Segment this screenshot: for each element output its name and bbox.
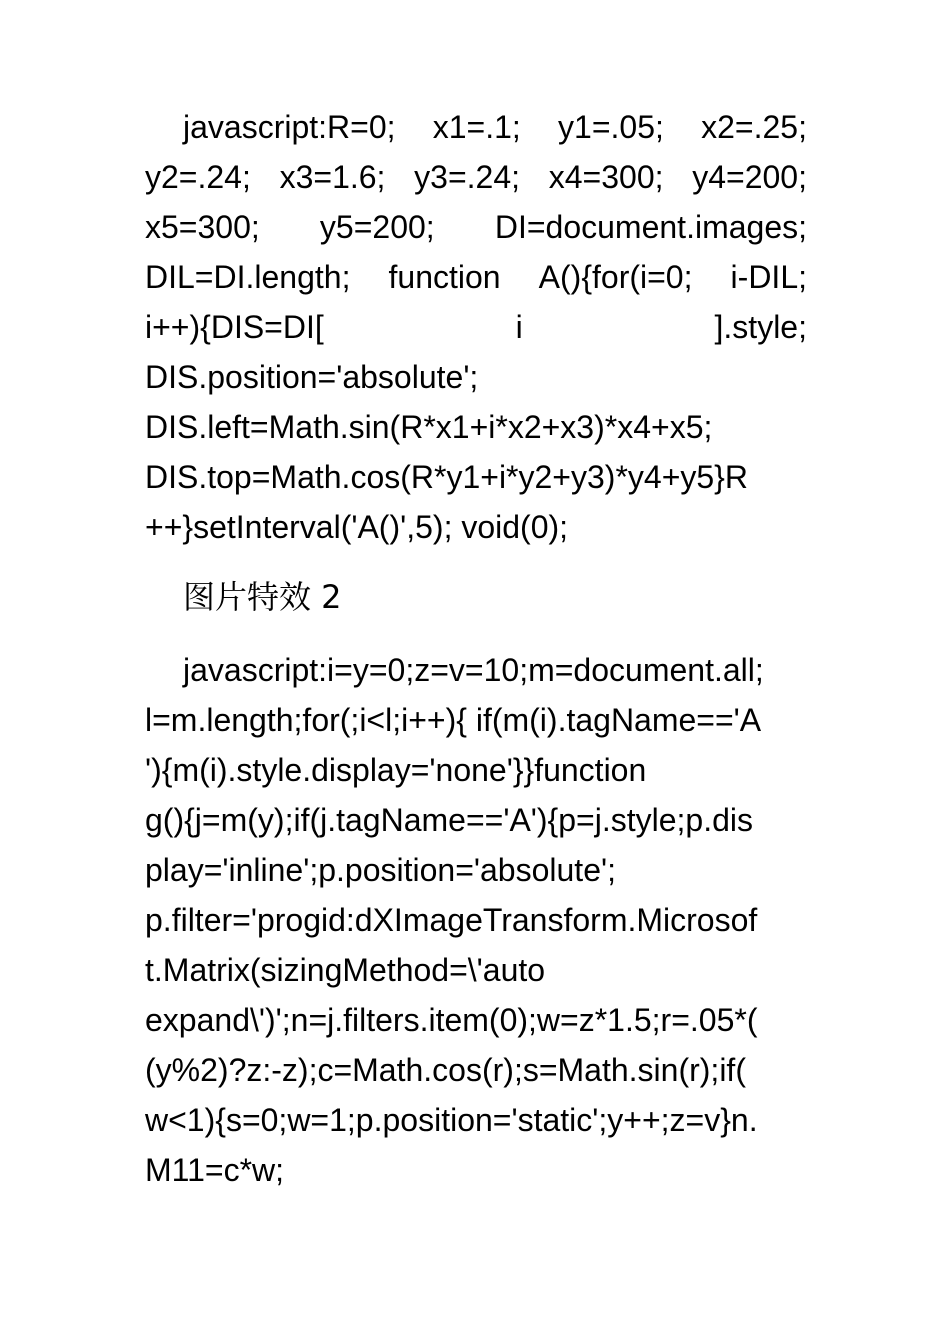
code-token: x3=1.6; bbox=[279, 159, 386, 195]
code-line-11: l=m.length;for(;i<l;i++){ if(m(i).tagName=='A bbox=[145, 702, 762, 738]
code-token: i++){DIS=DI[ bbox=[145, 309, 324, 345]
code-token: i bbox=[515, 309, 523, 345]
section-heading: 图片特效 2 bbox=[183, 578, 342, 616]
code-line-14: play='inline';p.position='absolute'; bbox=[145, 852, 616, 888]
code-line-5 bbox=[145, 302, 807, 352]
code-line-18: (y%2)?z:-z);c=Math.cos(r);s=Math.sin(r);if( bbox=[145, 1052, 746, 1088]
code-token: x4=300; bbox=[548, 159, 664, 195]
code-line-1 bbox=[183, 102, 807, 152]
code-token: x1=.1; bbox=[432, 109, 521, 145]
code-token: javascript:R=0; bbox=[183, 109, 396, 145]
code-token: function bbox=[388, 259, 501, 295]
code-line-19: w<1){s=0;w=1;p.position='static';y++;z=v}n. bbox=[145, 1102, 758, 1138]
code-token: y4=200; bbox=[692, 159, 807, 195]
code-token: y1=.05; bbox=[558, 109, 664, 145]
code-line-16: t.Matrix(sizingMethod=\'auto bbox=[145, 952, 546, 988]
code-token: x2=.25; bbox=[701, 109, 807, 145]
code-line-17: expand\')';n=j.filters.item(0);w=z*1.5;r=.05*( bbox=[145, 1002, 758, 1038]
code-line-2 bbox=[145, 152, 807, 202]
code-token: y5=200; bbox=[319, 209, 435, 245]
code-line-13: g(){j=m(y);if(j.tagName=='A'){p=j.style;p.dis bbox=[145, 802, 753, 838]
code-line-20: M11=c*w; bbox=[145, 1152, 285, 1188]
code-line-6: DIS.position='absolute'; bbox=[145, 359, 479, 395]
code-line-10: javascript:i=y=0;z=v=10;m=document.all; bbox=[183, 652, 764, 688]
code-token: x5=300; bbox=[145, 209, 260, 245]
code-token: A(){for(i=0; bbox=[538, 259, 693, 295]
code-token: DI=document.images; bbox=[494, 209, 807, 245]
code-line-9: ++}setInterval('A()',5); void(0); bbox=[145, 509, 569, 545]
code-line-15: p.filter='progid:dXImageTransform.Microsof bbox=[145, 902, 758, 938]
code-token: y3=.24; bbox=[414, 159, 521, 195]
code-line-4 bbox=[145, 252, 807, 302]
code-token: DIL=DI.length; bbox=[145, 259, 351, 295]
code-token: i-DIL; bbox=[730, 259, 807, 295]
code-line-7: DIS.left=Math.sin(R*x1+i*x2+x3)*x4+x5; bbox=[145, 409, 713, 445]
code-token: ].style; bbox=[714, 309, 807, 345]
code-line-3 bbox=[145, 202, 807, 252]
code-token: y2=.24; bbox=[145, 159, 251, 195]
code-line-8: DIS.top=Math.cos(R*y1+i*y2+y3)*y4+y5}R bbox=[145, 459, 748, 495]
code-line-12: '){m(i).style.display='none'}}function bbox=[145, 752, 647, 788]
